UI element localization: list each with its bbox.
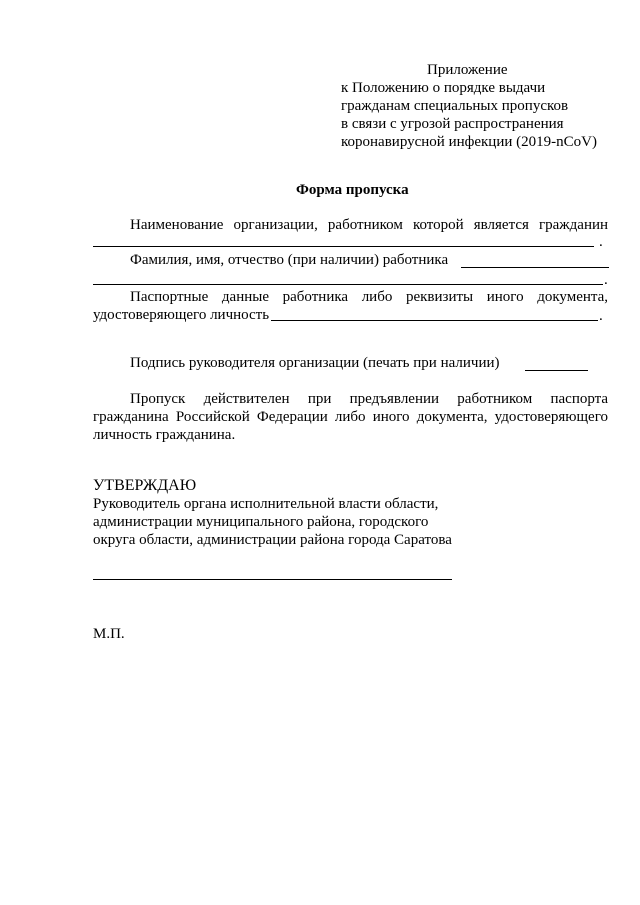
passport-label-2: удостоверяющего личность [93,307,270,323]
appendix-line: коронавирусной инфекции (2019-nCoV) [341,134,597,150]
org-name-field[interactable] [93,246,594,247]
validity-line-2: гражданина Российской Федерации либо иного документа, удостоверяющего [93,409,608,425]
appendix-line: к Положению о порядке выдачи [341,80,546,96]
approval-signature-field[interactable] [93,579,452,580]
passport-label: Паспортные данные работника либо реквизиты иного документа, [130,289,609,305]
passport-field[interactable] [271,320,598,321]
appendix-title: Приложение [427,62,508,78]
org-name-label: Наименование организации, работником которой является гражданин [130,217,609,233]
approval-line: округа области, администрации района города Саратова [93,532,452,548]
signature-field[interactable] [525,370,588,371]
approval-line: администрации муниципального района, городского [93,514,429,530]
fio-label: Фамилия, имя, отчество (при наличии) работника [130,252,449,268]
approval-line: Руководитель органа исполнительной власти области, [93,496,439,512]
form-title: Форма пропуска [296,182,409,198]
appendix-line: гражданам специальных пропусков [341,98,569,114]
fio-field-continuation[interactable] [93,284,603,285]
approval-title: УТВЕРЖДАЮ [93,477,197,494]
passport-end-mark: . [599,308,603,324]
org-name-end-mark: . [599,234,603,250]
signature-label: Подпись руководителя организации (печать при наличии) [130,355,500,371]
stamp-label: М.П. [93,626,125,642]
validity-line-1: Пропуск действителен при предъявлении работником паспорта [130,391,609,407]
appendix-line: в связи с угрозой распространения [341,116,564,132]
validity-line-3: личность гражданина. [93,427,236,443]
fio-field[interactable] [461,267,609,268]
fio-end-mark: . [604,272,608,288]
